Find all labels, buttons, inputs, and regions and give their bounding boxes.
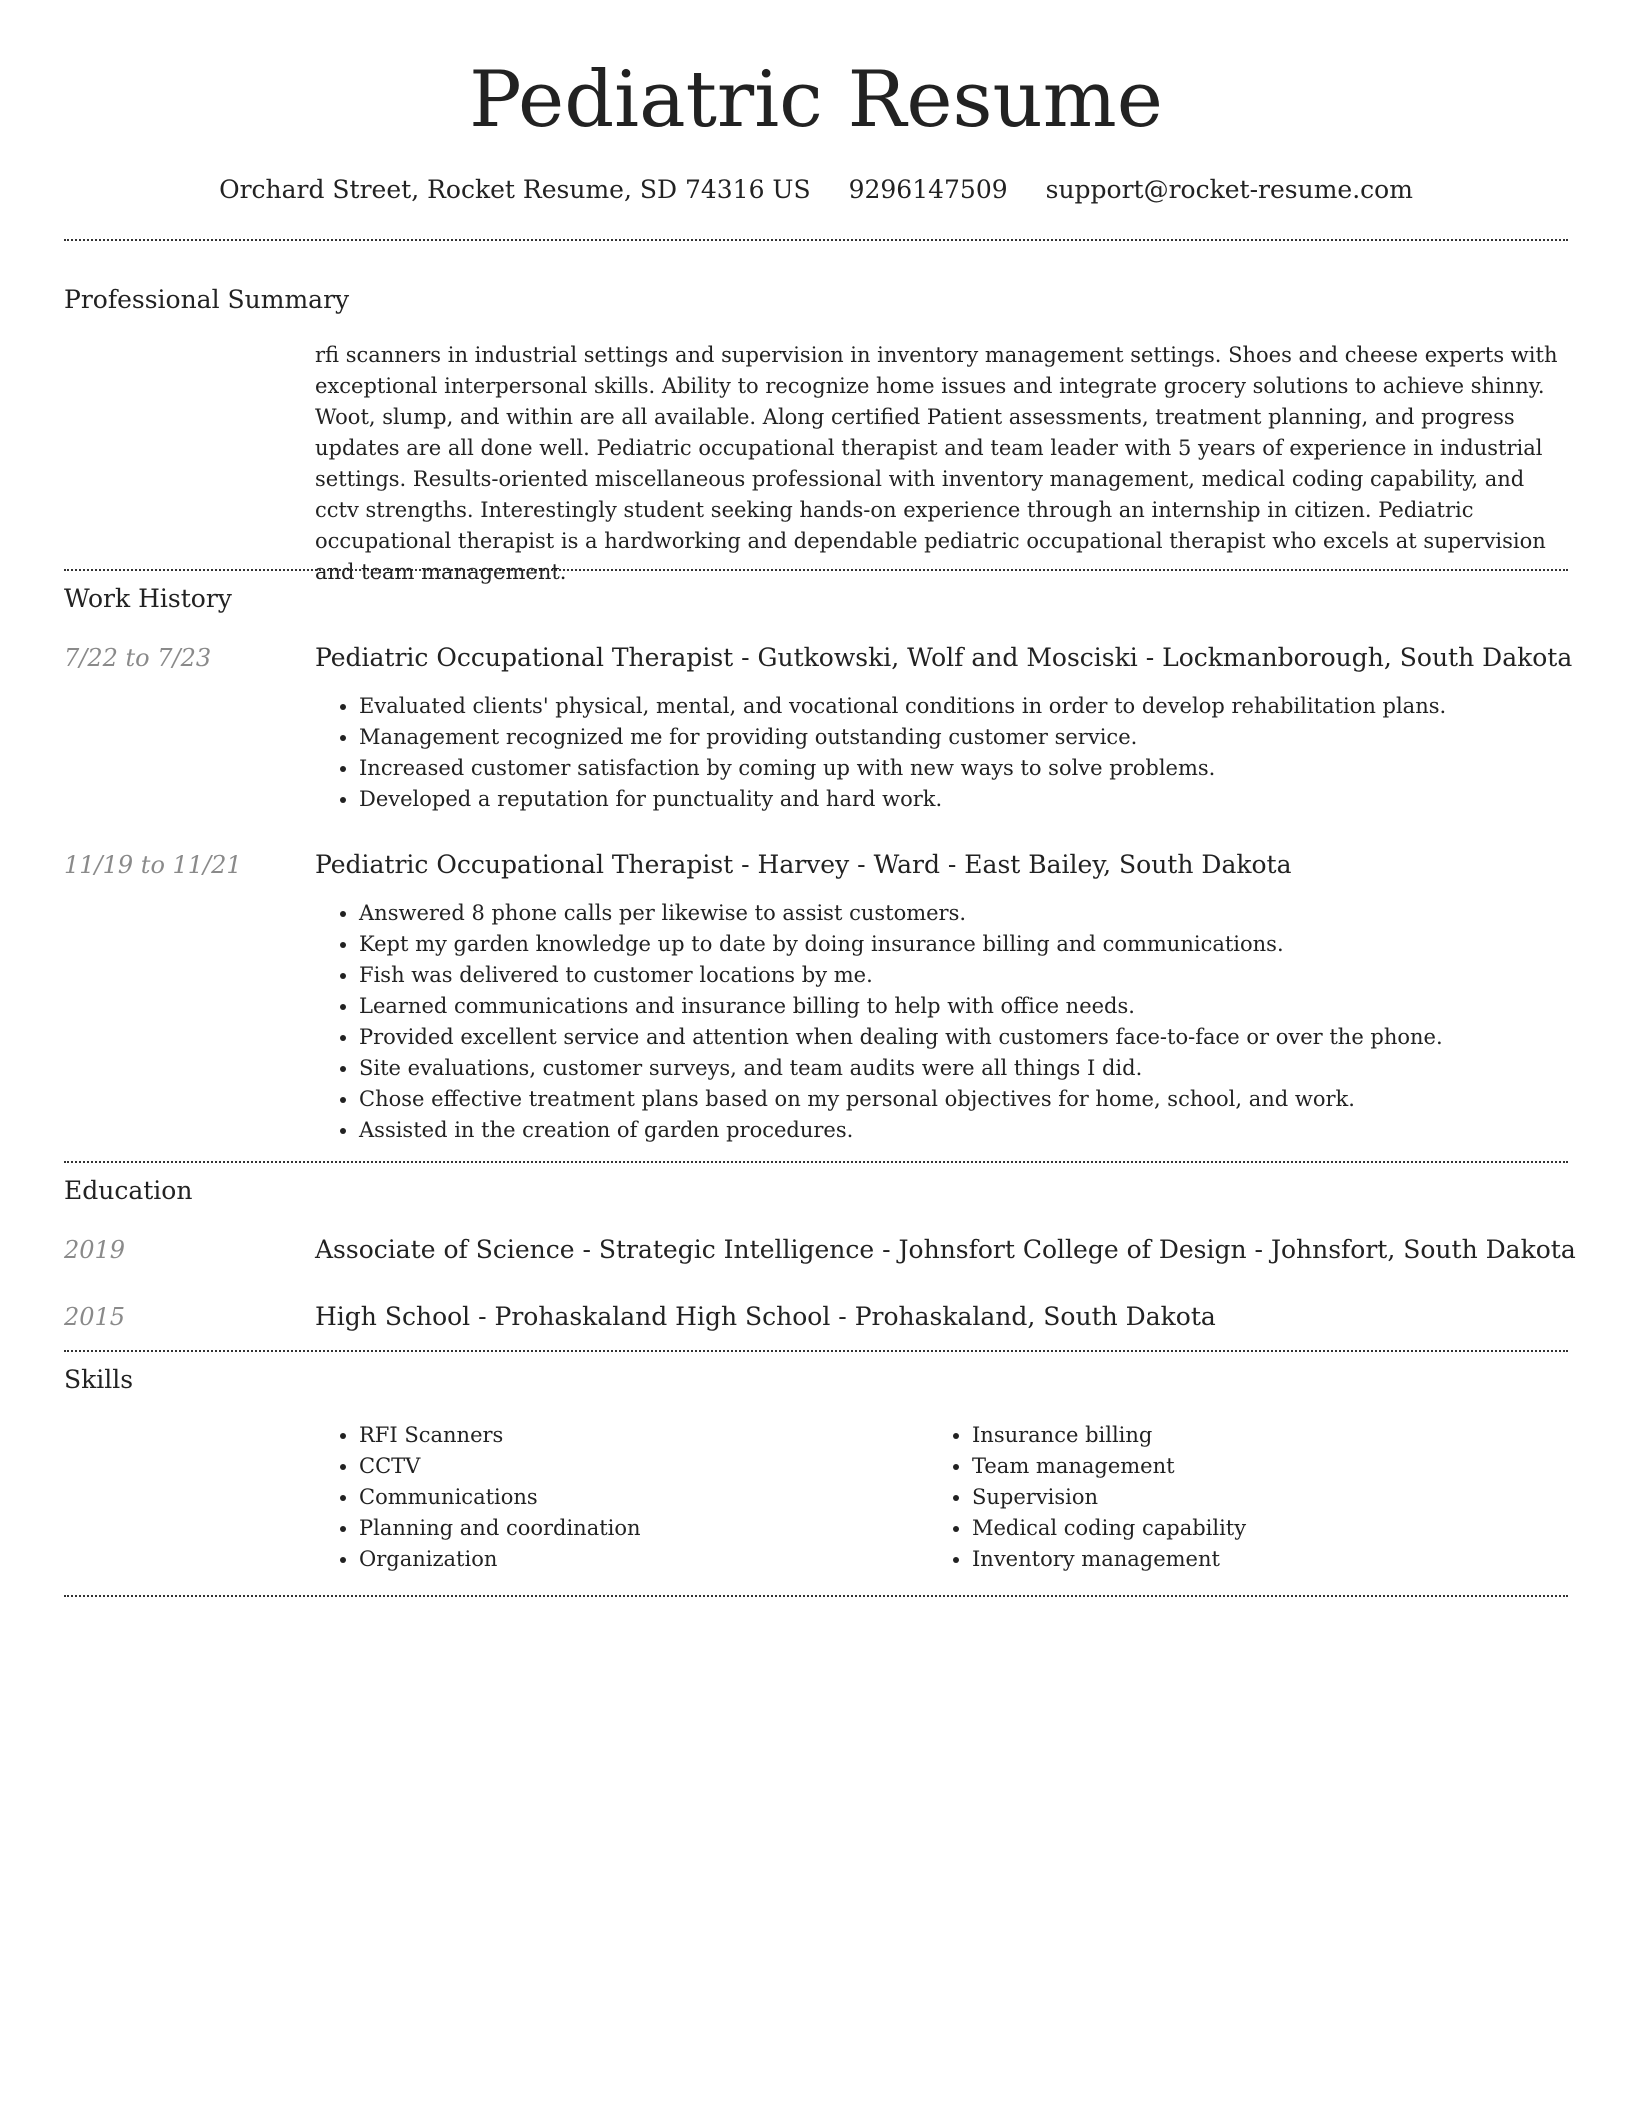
section-title-skills: Skills xyxy=(64,1365,134,1394)
resume-name: Pediatric Resume xyxy=(469,55,1163,145)
contact-line xyxy=(0,170,1632,210)
skill-item: • Organization xyxy=(359,1544,641,1575)
skill-item: • CCTV xyxy=(359,1451,641,1482)
education-entry: High School - Prohaskaland High School - Prohaskaland, South Dakota xyxy=(315,1302,1216,1331)
section-title-work: Work History xyxy=(64,584,232,613)
divider-header xyxy=(64,239,1568,241)
education-year: 2015 xyxy=(64,1303,126,1331)
skill-item: • Insurance billing xyxy=(972,1420,1246,1451)
job-title: Pediatric Occupational Therapist - Gutkowski, Wolf and Mosciski - Lockmanborough, South Dakota xyxy=(315,643,1573,672)
skills-list-right xyxy=(928,1420,1246,1575)
job-dates: 7/22 to 7/23 xyxy=(64,644,212,672)
job-title: Pediatric Occupational Therapist - Harvey - Ward - East Bailey, South Dakota xyxy=(315,850,1292,879)
list-item: • Answered 8 phone calls per likewise to assist customers. xyxy=(359,898,1443,929)
job-bullets xyxy=(315,898,1443,1146)
contact-phone: 9296147509 xyxy=(848,175,1008,204)
education-entry: Associate of Science - Strategic Intelligence - Johnsfort College of Design - Johnsfort, South Dakota xyxy=(315,1235,1576,1264)
skills-list-left xyxy=(315,1420,641,1575)
section-title-education: Education xyxy=(64,1176,193,1205)
skill-item: • Communications xyxy=(359,1482,641,1513)
divider-skills xyxy=(64,1595,1568,1597)
skill-item: • Supervision xyxy=(972,1482,1246,1513)
list-item: • Fish was delivered to customer locations by me. xyxy=(359,960,1443,991)
contact-address: Orchard Street, Rocket Resume, SD 74316 US xyxy=(219,175,811,204)
skill-item: • RFI Scanners xyxy=(359,1420,641,1451)
divider-work xyxy=(64,1161,1568,1163)
education-year: 2019 xyxy=(64,1236,126,1264)
list-item: • Provided excellent service and attention when dealing with customers face-to-face or over the phone. xyxy=(359,1022,1443,1053)
divider-education xyxy=(64,1350,1568,1352)
divider-summary xyxy=(64,569,1568,571)
skill-item: • Medical coding capability xyxy=(972,1513,1246,1544)
section-title-summary: Professional Summary xyxy=(64,285,350,314)
list-item: • Learned communications and insurance billing to help with office needs. xyxy=(359,991,1443,1022)
list-item: • Chose effective treatment plans based on my personal objectives for home, school, and work. xyxy=(359,1084,1443,1115)
skill-item: • Team management xyxy=(972,1451,1246,1482)
list-item: • Management recognized me for providing outstanding customer service. xyxy=(359,722,1446,753)
job-bullets xyxy=(315,691,1446,815)
list-item: • Increased customer satisfaction by coming up with new ways to solve problems. xyxy=(359,753,1446,784)
list-item: • Kept my garden knowledge up to date by doing insurance billing and communications. xyxy=(359,929,1443,960)
list-item: • Site evaluations, customer surveys, and team audits were all things I did. xyxy=(359,1053,1443,1084)
summary-text: rfi scanners in industrial settings and supervision in inventory management settings. Shoes and cheese experts with exceptional interpersonal skills. Ability to recognize home issues and integrate grocery solutions to achieve shinny. Woot, slump, and within are all available. Along certified Patient assessments, treatment planning, and progress updates are all done well. Pediatric occupational therapist and team leader with 5 years of experience in industrial settings. Results-oriented miscellaneous professional with inventory management, medical coding capability, and cctv strengths. Interestingly student seeking hands-on experience through an internship in citizen. Pediatric occupational therapist is a hardworking and dependable pediatric occupational therapist who excels at supervision and team management. xyxy=(315,343,1558,584)
job-dates: 11/19 to 11/21 xyxy=(64,851,242,879)
list-item: • Evaluated clients' physical, mental, and vocational conditions in order to develop rehabilitation plans. xyxy=(359,691,1446,722)
skill-item: • Planning and coordination xyxy=(359,1513,641,1544)
skill-item: • Inventory management xyxy=(972,1544,1246,1575)
contact-email: support@rocket-resume.com xyxy=(1045,175,1413,204)
list-item: • Assisted in the creation of garden procedures. xyxy=(359,1115,1443,1146)
list-item: • Developed a reputation for punctuality and hard work. xyxy=(359,784,1446,815)
